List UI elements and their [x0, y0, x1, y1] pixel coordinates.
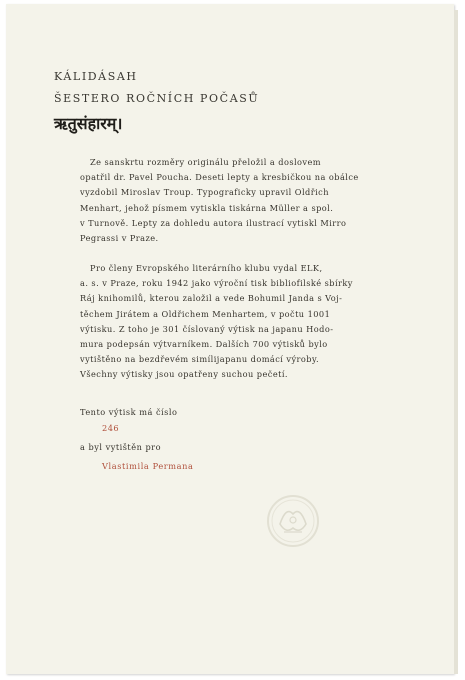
paragraph-line: Ze sanskrtu rozměry originálu přeložil a doslovem — [90, 157, 322, 167]
page-edge — [454, 10, 458, 674]
colophon-paragraph-1 — [80, 155, 400, 246]
book-title: ŠESTERO ROČNÍCH POČASŮ — [54, 92, 260, 105]
copy-number: 246 — [102, 423, 120, 433]
copy-owner-name: Vlastimila Permana — [102, 461, 194, 471]
paragraph-line: vyzdobil Miroslav Troup. Typograficky upravil Oldřich — [80, 187, 329, 198]
paragraph-line: Ráj knihomilů, kterou založil a vede Bohumil Janda s Voj- — [80, 293, 343, 304]
author-heading: KÁLIDÁSAH — [54, 70, 138, 83]
dry-seal-icon — [266, 494, 320, 548]
paragraph-line: Pegrassi v Praze. — [80, 233, 159, 244]
paragraph-line: a. s. v Praze, roku 1942 jako výroční tisk bibliofilské sbírky — [80, 278, 353, 289]
colophon-paragraph-2 — [80, 261, 400, 383]
paragraph-line: v Turnově. Lepty za dohledu autora ilustrací vytiskl Mirro — [80, 217, 347, 228]
paragraph-line: těchem Jirátem a Oldřichem Menhartem, v počtu 1001 — [80, 308, 331, 319]
paragraph-line: opatřil dr. Pavel Poucha. Deseti lepty a kresbičkou na obálce — [80, 172, 359, 183]
paragraph-line: výtisku. Z toho je 301 číslovaný výtisk na japanu Hodo- — [80, 323, 334, 334]
paragraph-line: vytištěno na bezdřevém simílijapanu domácí výroby. — [80, 354, 320, 365]
paragraph-line: mura podepsán výtvarníkem. Dalších 700 výtisků bylo — [80, 339, 328, 350]
paragraph-line: Pro členy Evropského literárního klubu vydal ELK, — [90, 263, 323, 273]
copy-number-label: Tento výtisk má číslo — [80, 407, 178, 417]
sanskrit-title: ऋतुसंहारम्। — [54, 114, 123, 133]
paragraph-line: Menhart, jehož písmem vytiskla tiskárna Müller a spol. — [80, 202, 334, 213]
paragraph-line: Všechny výtisky jsou opatřeny suchou pečetí. — [80, 369, 288, 380]
printed-for-label: a byl vytištěn pro — [80, 442, 162, 452]
